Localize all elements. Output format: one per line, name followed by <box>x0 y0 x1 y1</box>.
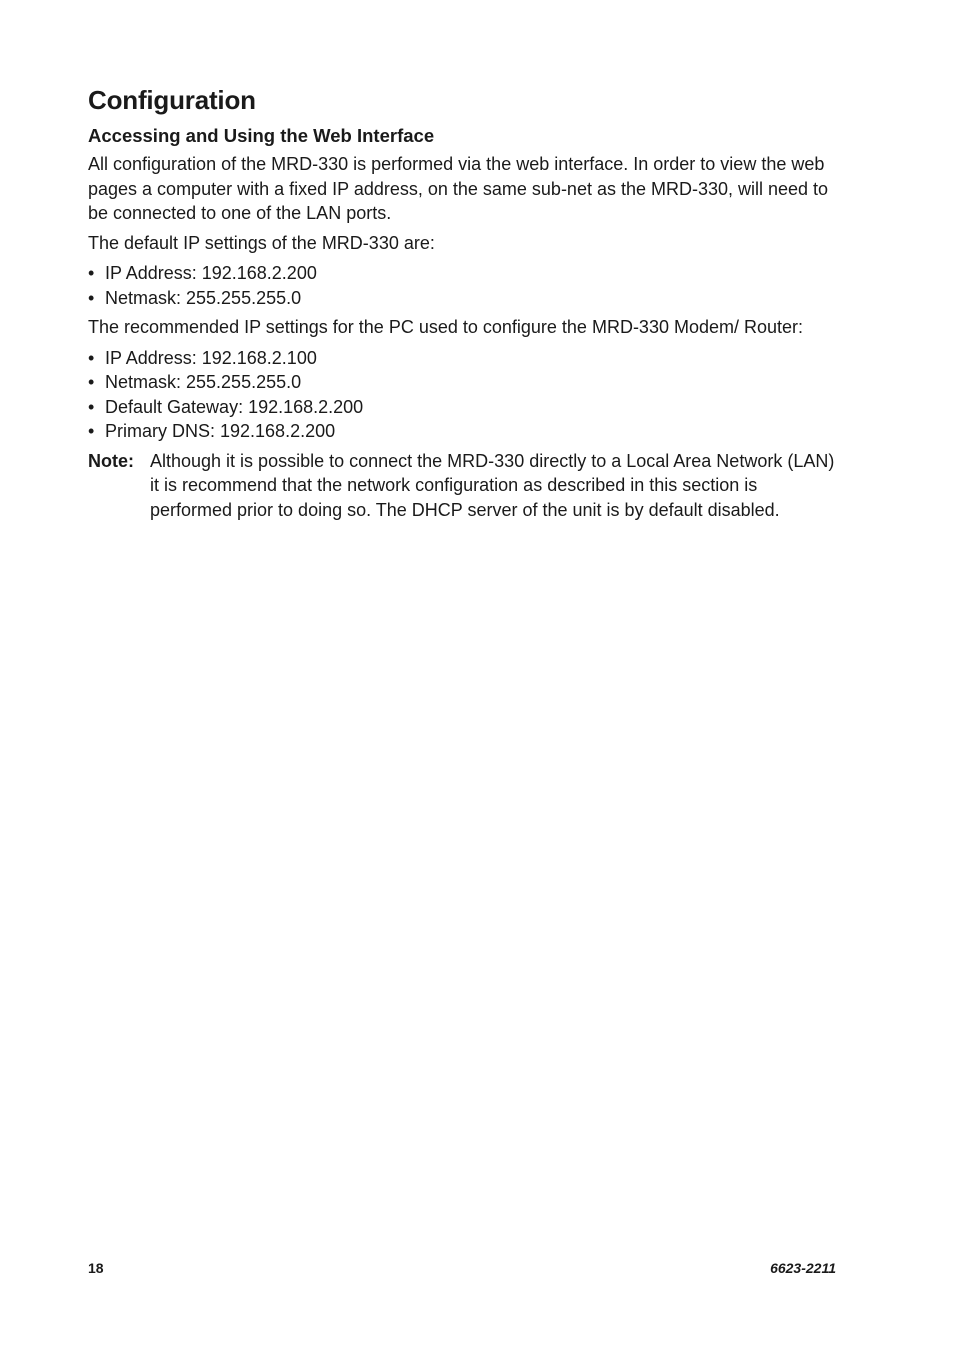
list-item <box>88 346 838 371</box>
bullet-icon: • <box>88 372 95 392</box>
note-label: Note: <box>88 450 134 471</box>
page-content <box>88 84 838 522</box>
intro-paragraph: All configuration of the MRD-330 is performed via the web interface. In order to view the web pages a computer with a fixed IP address, on the same sub-net as the MRD-330, will need to be connected to one of the LAN ports. <box>88 154 829 223</box>
bullet-icon: • <box>88 347 95 368</box>
bullet-icon: • <box>88 287 95 308</box>
recommended-settings-list <box>88 346 838 444</box>
list-item-text: IP Address: 192.168.2.200 <box>105 263 317 283</box>
note-block <box>88 449 838 523</box>
list-item-text: Netmask: 255.255.255.0 <box>105 372 302 392</box>
list-item <box>88 419 838 444</box>
section-heading: Accessing and Using the Web Interface <box>88 125 435 146</box>
list-item <box>88 261 838 286</box>
recommended-settings-intro: The recommended IP settings for the PC used to configure the MRD-330 Modem/ Router: <box>88 317 804 337</box>
list-item-text: Default Gateway: 192.168.2.200 <box>105 396 364 417</box>
list-item-text: IP Address: 192.168.2.100 <box>105 347 317 368</box>
page-number: 18 <box>88 1260 104 1276</box>
list-item-text: Netmask: 255.255.255.0 <box>105 287 302 308</box>
list-item-text: Primary DNS: 192.168.2.200 <box>105 421 336 441</box>
list-item <box>88 395 838 420</box>
default-settings-intro: The default IP settings of the MRD-330 are: <box>88 232 435 253</box>
note-text: Although it is possible to connect the MRD-330 directly to a Local Area Network (LAN) it is recommend that the network configuration as described in this section is performed prior to doing so. The DHCP server of the unit is by default disabled. <box>150 450 835 520</box>
bullet-icon: • <box>88 263 95 283</box>
default-settings-list <box>88 261 838 310</box>
list-item <box>88 286 838 311</box>
document-number: 6623-2211 <box>770 1260 836 1276</box>
bullet-icon: • <box>88 396 95 417</box>
page-title: Configuration <box>88 85 256 115</box>
list-item <box>88 370 838 395</box>
bullet-icon: • <box>88 421 95 441</box>
